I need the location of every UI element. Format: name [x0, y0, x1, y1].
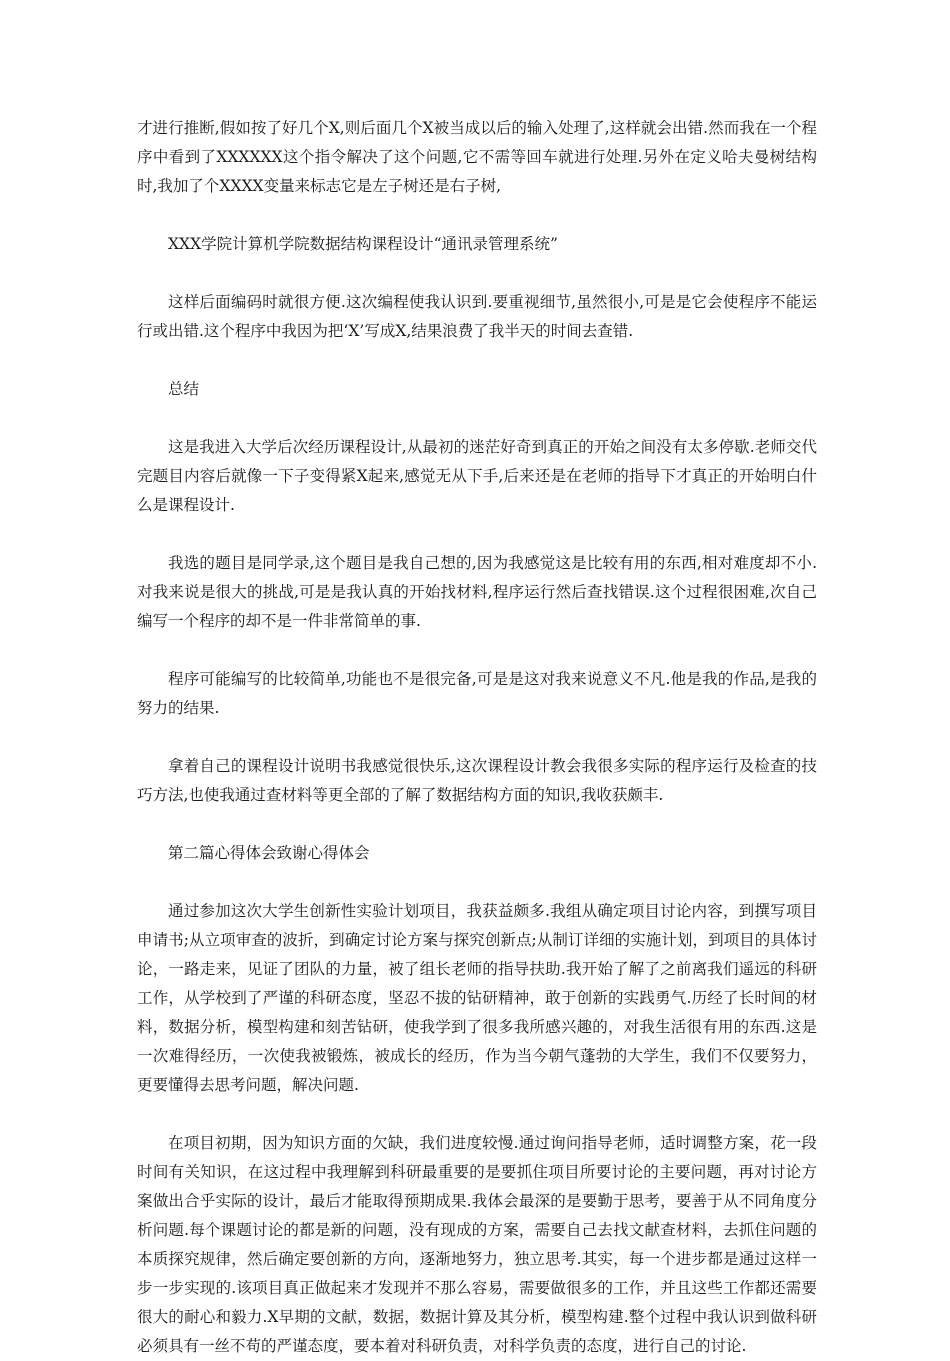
paragraph-project-early-stage: 在项目初期，因为知识方面的欠缺，我们进度较慢.通过询问指导老师，适时调整方案，花一段时间有关知识，在这过程中我理解到科研最重要的是要抓住项目所要讨论的主要问题，再对讨论方案做出合乎实际的设计，最后才能取得预期成果.我体会最深的是要勤于思考，要善于从不同角度分析问题.每个课题讨论的都是新的问题，没有现成的方案，需要自己去找文献查材料，去抓住问题的本质探究规律，然后确定要创新的方向，逐渐地努力，独立思考.其实，每一个进步都是通过这样一步一步实现的.该项目真正做起来才发现并不那么容易，需要做很多的工作，并且这些工作都还需要很大的耐心和毅力.X早期的文献，数据，数据计算及其分析，模型构建.整个过程中我认识到做科研必须具有一丝不苟的严谨态度，要本着对科研负责，对科学负责的态度，进行自己的讨论. — [137, 1134, 817, 1355]
paragraph-harvest: 拿着自己的课程设计说明书我感觉很快乐,这次课程设计教会我很多实际的程序运行及检查的技巧方法,也使我通过查材料等更全部的了解了数据结构方面的知识,我收获颇丰. — [137, 757, 817, 804]
section-heading-summary: 总结 — [168, 380, 200, 398]
document-page — [137, 114, 817, 1361]
paragraph-course-title: XXX学院计算机学院数据结构课程设计“通讯录管理系统” — [168, 235, 558, 253]
paragraph-coding-lesson: 这样后面编码时就很方便.这次编程使我认识到.要重视细节,虽然很小,可是是它会使程序不能运行或出错.这个程序中我因为把‘X’写成X,结果浪费了我半天的时间去查错. — [137, 293, 817, 340]
paragraph-continuation: 才进行推断,假如按了好几个X,则后面几个X被当成以后的输入处理了,这样就会出错.然而我在一个程序中看到了XXXXXX这个指令解决了这个问题,它不需等回车就进行处理.另外在定义哈夫曼树结构时,我加了个XXXX变量来标志它是左子树还是右子树, — [137, 119, 817, 195]
paragraph-innovation-project: 通过参加这次大学生创新性实验计划项目，我获益颇多.我组从确定项目讨论内容，到撰写项目申请书;从立项审查的波折，到确定讨论方案与探究创新点;从制订详细的实施计划，到项目的具体讨论，一路走来，见证了团队的力量，被了组长老师的指导扶助.我开始了解了之前离我们遥远的科研工作，从学校到了严谨的科研态度，坚忍不拔的钻研精神，敢于创新的实践勇气.历经了长时间的材料，数据分析，模型构建和刻苦钻研，使我学到了很多我所感兴趣的，对我生活很有用的东西.这是一次难得经历，一次使我被锻炼，被成长的经历，作为当今朝气蓬勃的大学生，我们不仅要努力，更要懂得去思考问题，解决问题. — [137, 902, 817, 1094]
section-heading-second-article: 第二篇心得体会致谢心得体会 — [168, 844, 370, 862]
paragraph-topic-choice: 我选的题目是同学录,这个题目是我自己想的,因为我感觉这是比较有用的东西,相对难度却不小.对我来说是很大的挑战,可是是我认真的开始找材料,程序运行然后查找错误.这个过程很困难,次自己编写一个程序的却不是一件非常简单的事. — [137, 554, 817, 630]
paragraph-program-meaning: 程序可能编写的比较简单,功能也不是很完备,可是是这对我来说意义不凡.他是我的作品,是我的努力的结果. — [137, 670, 817, 717]
paragraph-first-course-design: 这是我进入大学后次经历课程设计,从最初的迷茫好奇到真正的开始之间没有太多停歇.老师交代完题目内容后就像一下子变得紧X起来,感觉无从下手,后来还是在老师的指导下才真正的开始明白什么是课程设计. — [137, 438, 817, 514]
